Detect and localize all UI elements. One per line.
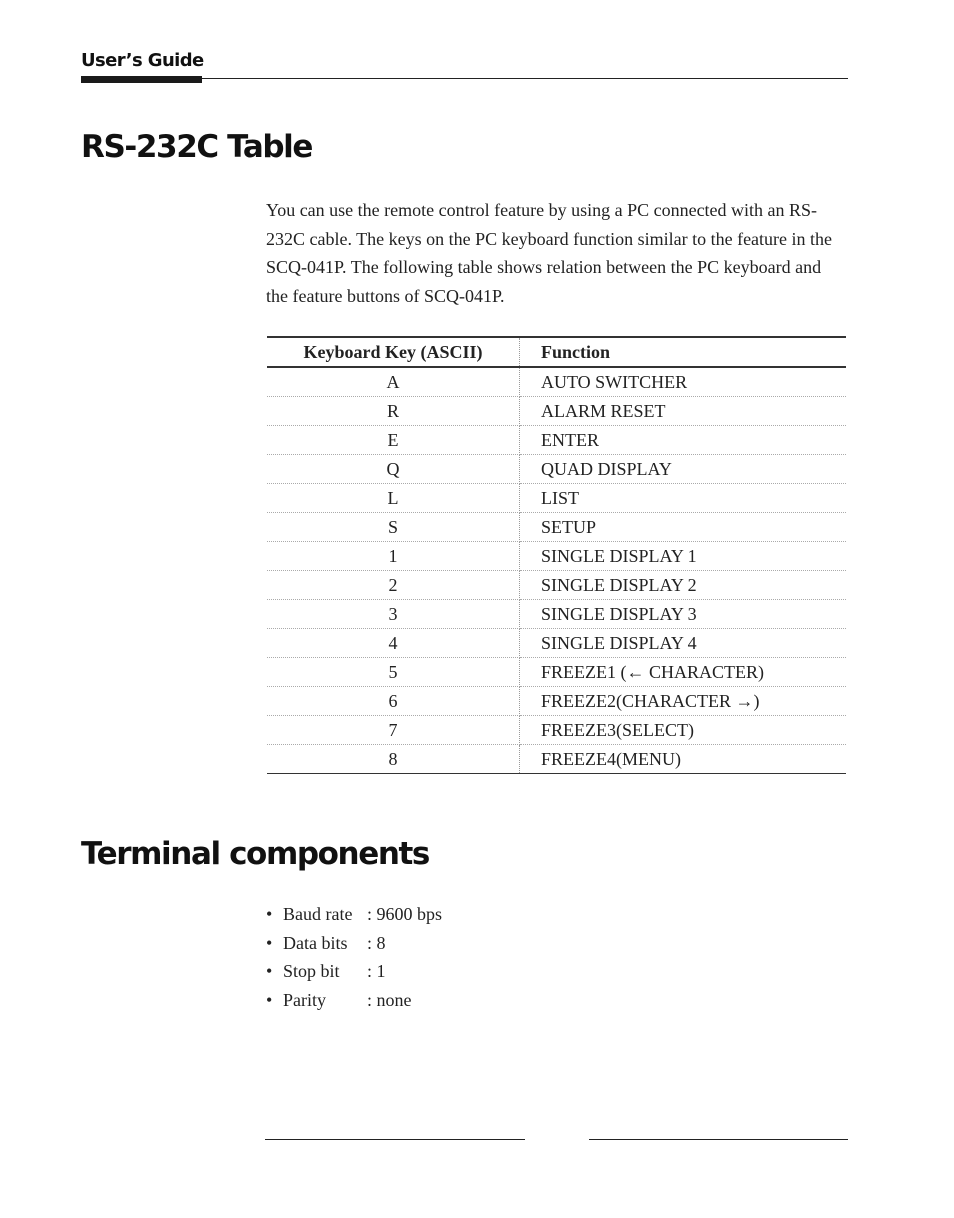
keyboard-key-cell: 5 [267,658,520,687]
table-row [267,426,846,455]
keyboard-key-cell: 7 [267,716,520,745]
keyboard-key-cell: 6 [267,687,520,716]
function-cell: QUAD DISPLAY [520,455,847,484]
terminal-section-title: Terminal components [81,836,429,872]
table-header-row [267,337,846,367]
table-row [267,367,846,397]
table-row [267,484,846,513]
function-cell: ALARM RESET [520,397,847,426]
table-row [267,513,846,542]
setting-value: : 9600 bps [367,904,443,924]
keyboard-key-cell: 1 [267,542,520,571]
setting-value: : 8 [367,932,386,953]
function-cell: SINGLE DISPLAY 3 [520,600,847,629]
keyboard-key-cell: R [267,397,520,426]
setting-label: Stop bit [283,961,340,981]
keyboard-key-cell: E [267,426,520,455]
keyboard-key-cell: A [267,367,520,397]
function-cell: SINGLE DISPLAY 2 [520,571,847,600]
rs232-key-table [267,336,846,774]
table-row [267,716,846,745]
rs232-section-title: RS-232C Table [81,129,313,165]
function-cell: FREEZE4(MENU) [541,748,681,769]
setting-value: : 1 [367,961,386,981]
list-item [266,957,442,986]
table-row [267,745,846,774]
table-row [267,542,846,571]
list-item [266,929,442,958]
function-cell: AUTO SWITCHER [520,367,847,397]
table-row [267,455,846,484]
keyboard-key-cell: 4 [267,629,520,658]
function-cell: SINGLE DISPLAY 4 [520,629,847,658]
keyboard-key-cell: S [267,513,520,542]
footer-rule-right [589,1139,848,1140]
setting-value: : none [367,989,412,1010]
table-row [267,687,846,716]
bullet-icon: • [266,904,273,924]
function-cell: FREEZE3(SELECT) [520,716,847,745]
terminal-components-list [266,900,442,1014]
function-cell: FREEZE1 (← CHARACTER) [520,658,847,687]
keyboard-key-cell: 2 [267,571,520,600]
running-head: User’s Guide [81,50,204,71]
table-row [267,397,846,426]
function-cell: SETUP [520,513,847,542]
setting-label: Parity [283,989,326,1010]
header-bar [81,76,202,83]
keyboard-key-cell: Q [267,455,520,484]
column-header-function: Function [520,337,847,367]
keyboard-key-cell: 8 [267,745,520,774]
keyboard-key-cell: 3 [267,600,520,629]
bullet-icon: • [266,989,273,1010]
bullet-icon: • [266,961,273,981]
list-item [266,900,442,929]
table-row [267,629,846,658]
column-header-key: Keyboard Key (ASCII) [267,337,520,367]
table-row [267,600,846,629]
function-cell: LIST [520,484,847,513]
function-cell: FREEZE2(CHARACTER →) [520,687,847,716]
footer-rule-left [265,1139,525,1140]
rs232-intro-paragraph: You can use the remote control feature by using a PC connected with an RS-232C cable. The keys on the PC keyboard function similar to the feature in the SCQ-041P. The following table shows relation between the PC keyboard and the feature buttons of SCQ-041P. [266,200,833,306]
bullet-icon: • [266,932,273,953]
list-item [266,986,442,1015]
keyboard-key-cell: L [267,484,520,513]
setting-label: Baud rate [283,904,353,924]
function-cell: SINGLE DISPLAY 1 [520,542,847,571]
setting-label: Data bits [283,932,348,953]
function-cell: ENTER [520,426,847,455]
table-body [267,367,846,774]
table-row [267,658,846,687]
table-row [267,571,846,600]
